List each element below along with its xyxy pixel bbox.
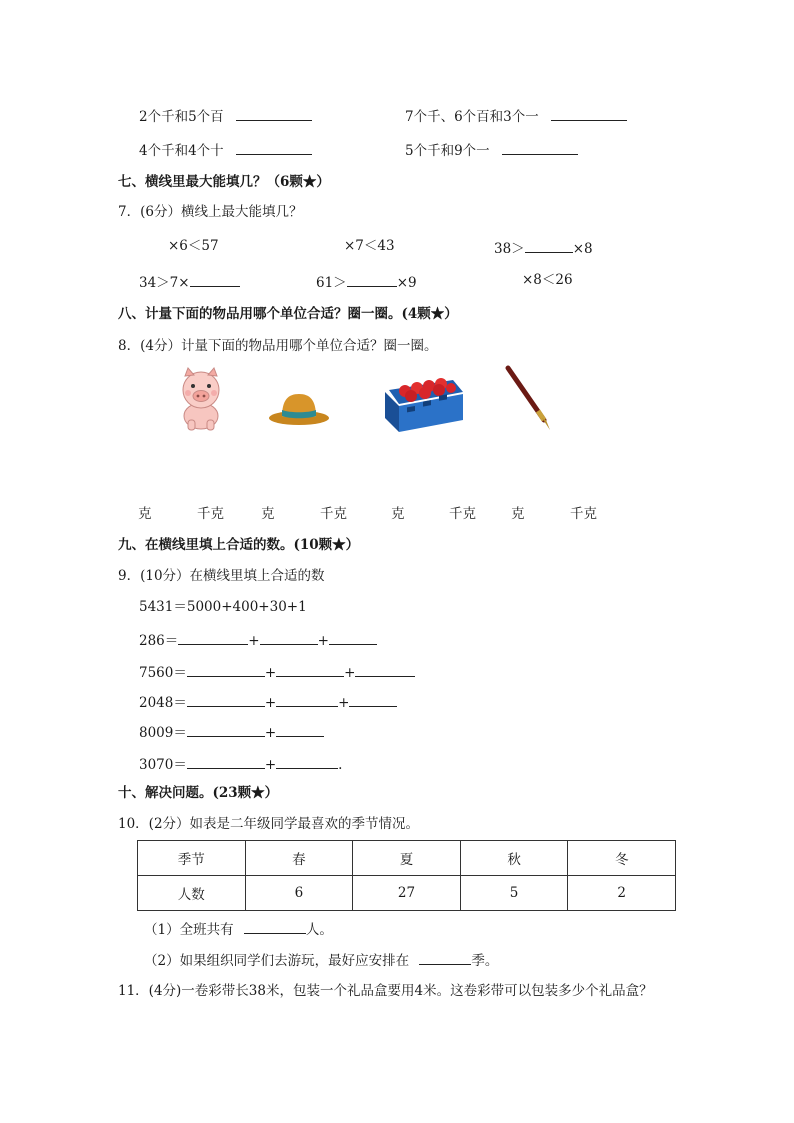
section-10-heading: 十、解决问题。(23颗★） [118, 785, 279, 801]
inequality-a: ×6＜57 [168, 238, 219, 254]
answer-blank[interactable] [190, 274, 240, 287]
answer-blank[interactable] [236, 108, 312, 121]
pen-image [500, 364, 560, 436]
decompose-number: 7560＝ [139, 665, 187, 681]
answer-blank[interactable] [525, 240, 573, 253]
inequality-d [139, 274, 240, 291]
plus-sign: + [264, 757, 277, 773]
q6-item-2 [405, 108, 627, 125]
answer-blank[interactable] [276, 724, 324, 737]
plus-sign: + [317, 633, 329, 649]
table-header-row [138, 841, 676, 876]
table-cell: 5 [460, 876, 568, 911]
apple-crate-image [381, 372, 465, 434]
unit-option[interactable]: 克 [261, 506, 275, 522]
section-8-heading: 八、计量下面的物品用哪个单位合适？圈一圈。(4颗★） [118, 306, 458, 322]
q6-item-2-text: 7个千、6个百和3个一 [405, 109, 539, 125]
inequality-f: ×8＜26 [522, 272, 573, 288]
answer-blank[interactable] [329, 632, 377, 645]
table-cell: 季节 [138, 841, 246, 876]
decompose-number: 3070＝ [139, 757, 187, 773]
section-7-heading: 七、横线里最大能填几？（6颗★） [118, 174, 330, 190]
answer-blank[interactable] [236, 142, 312, 155]
unit-option[interactable]: 千克 [197, 506, 224, 522]
table-cell: 人数 [138, 876, 246, 911]
inequality-e-left: 61＞ [316, 275, 347, 291]
section-9-heading: 九、在横线里填上合适的数。(10颗★） [118, 537, 360, 553]
question-10-part-1-suffix: 人。 [305, 922, 333, 938]
question-11: 11．(4分)一卷彩带长38米，包装一个礼品盒要用4米。这卷彩带可以包装多少个礼品盒？ [118, 983, 653, 999]
decompose-line-286 [139, 632, 377, 649]
answer-blank[interactable] [276, 664, 344, 677]
answer-blank[interactable] [244, 921, 306, 934]
inequality-b: ×7＜43 [344, 238, 395, 254]
inequality-e-right: ×9 [396, 275, 417, 291]
q6-item-4-text: 5个千和9个一 [405, 143, 490, 159]
q6-item-4 [405, 142, 578, 159]
period: . [338, 757, 343, 773]
plus-sign: + [248, 633, 260, 649]
question-10-part-2 [144, 952, 498, 969]
question-10-part-2-text: （2）如果组织同学们去游玩，最好应安排在 [144, 953, 410, 969]
answer-blank[interactable] [502, 142, 578, 155]
pig-image [174, 366, 228, 432]
decompose-line-3070 [139, 756, 342, 773]
plus-sign: + [264, 665, 277, 681]
unit-option[interactable]: 千克 [449, 506, 476, 522]
answer-blank[interactable] [260, 632, 318, 645]
answer-blank[interactable] [276, 756, 338, 769]
table-cell: 冬 [568, 841, 676, 876]
decompose-line-2048 [139, 694, 397, 711]
plus-sign: + [264, 695, 277, 711]
question-9: 9．(10分）在横线里填上合适的数 [118, 568, 325, 584]
question-10-part-2-suffix: 季。 [471, 953, 499, 969]
table-row [138, 876, 676, 911]
decompose-number: 2048＝ [139, 695, 187, 711]
inequality-c [494, 240, 593, 257]
plus-sign: + [338, 695, 350, 711]
inequality-e [316, 274, 417, 291]
inequality-d-text: 34＞7× [139, 275, 190, 291]
table-cell: 2 [568, 876, 676, 911]
table-cell: 6 [245, 876, 353, 911]
answer-blank[interactable] [349, 694, 397, 707]
hat-image [268, 388, 330, 428]
answer-blank[interactable] [178, 632, 248, 645]
answer-blank[interactable] [276, 694, 338, 707]
q6-item-3-text: 4个千和4个十 [139, 143, 224, 159]
answer-blank[interactable] [187, 664, 265, 677]
question-7: 7．(6分）横线上最大能填几？ [118, 204, 303, 220]
season-table [137, 840, 676, 911]
decompose-line-7560 [139, 664, 415, 681]
inequality-c-left: 38＞ [494, 241, 525, 257]
answer-blank[interactable] [347, 274, 397, 287]
table-cell: 夏 [353, 841, 461, 876]
plus-sign: + [344, 665, 356, 681]
answer-blank[interactable] [355, 664, 415, 677]
table-cell: 27 [353, 876, 461, 911]
decompose-example: 5431＝5000+400+30+1 [139, 599, 307, 615]
inequality-c-right: ×8 [572, 241, 593, 257]
question-10-part-1-text: （1）全班共有 [144, 922, 234, 938]
question-10: 10．(2分）如表是二年级同学最喜欢的季节情况。 [118, 816, 420, 832]
q6-item-3 [139, 142, 312, 159]
answer-blank[interactable] [187, 694, 265, 707]
q6-item-1-text: 2个千和5个百 [139, 109, 224, 125]
table-cell: 秋 [460, 841, 568, 876]
answer-blank[interactable] [187, 756, 265, 769]
unit-option[interactable]: 克 [138, 506, 152, 522]
question-8: 8．(4分）计量下面的物品用哪个单位合适？圈一圈。 [118, 338, 438, 354]
decompose-line-8009 [139, 724, 324, 741]
question-10-part-1 [144, 921, 333, 938]
unit-option[interactable]: 克 [391, 506, 405, 522]
plus-sign: + [264, 725, 277, 741]
answer-blank[interactable] [419, 952, 471, 965]
decompose-number: 286＝ [139, 633, 179, 649]
unit-option[interactable]: 千克 [570, 506, 597, 522]
unit-option[interactable]: 克 [511, 506, 525, 522]
unit-option[interactable]: 千克 [320, 506, 347, 522]
q6-item-1 [139, 108, 312, 125]
answer-blank[interactable] [551, 108, 627, 121]
answer-blank[interactable] [187, 724, 265, 737]
decompose-number: 8009＝ [139, 725, 187, 741]
table-cell: 春 [245, 841, 353, 876]
